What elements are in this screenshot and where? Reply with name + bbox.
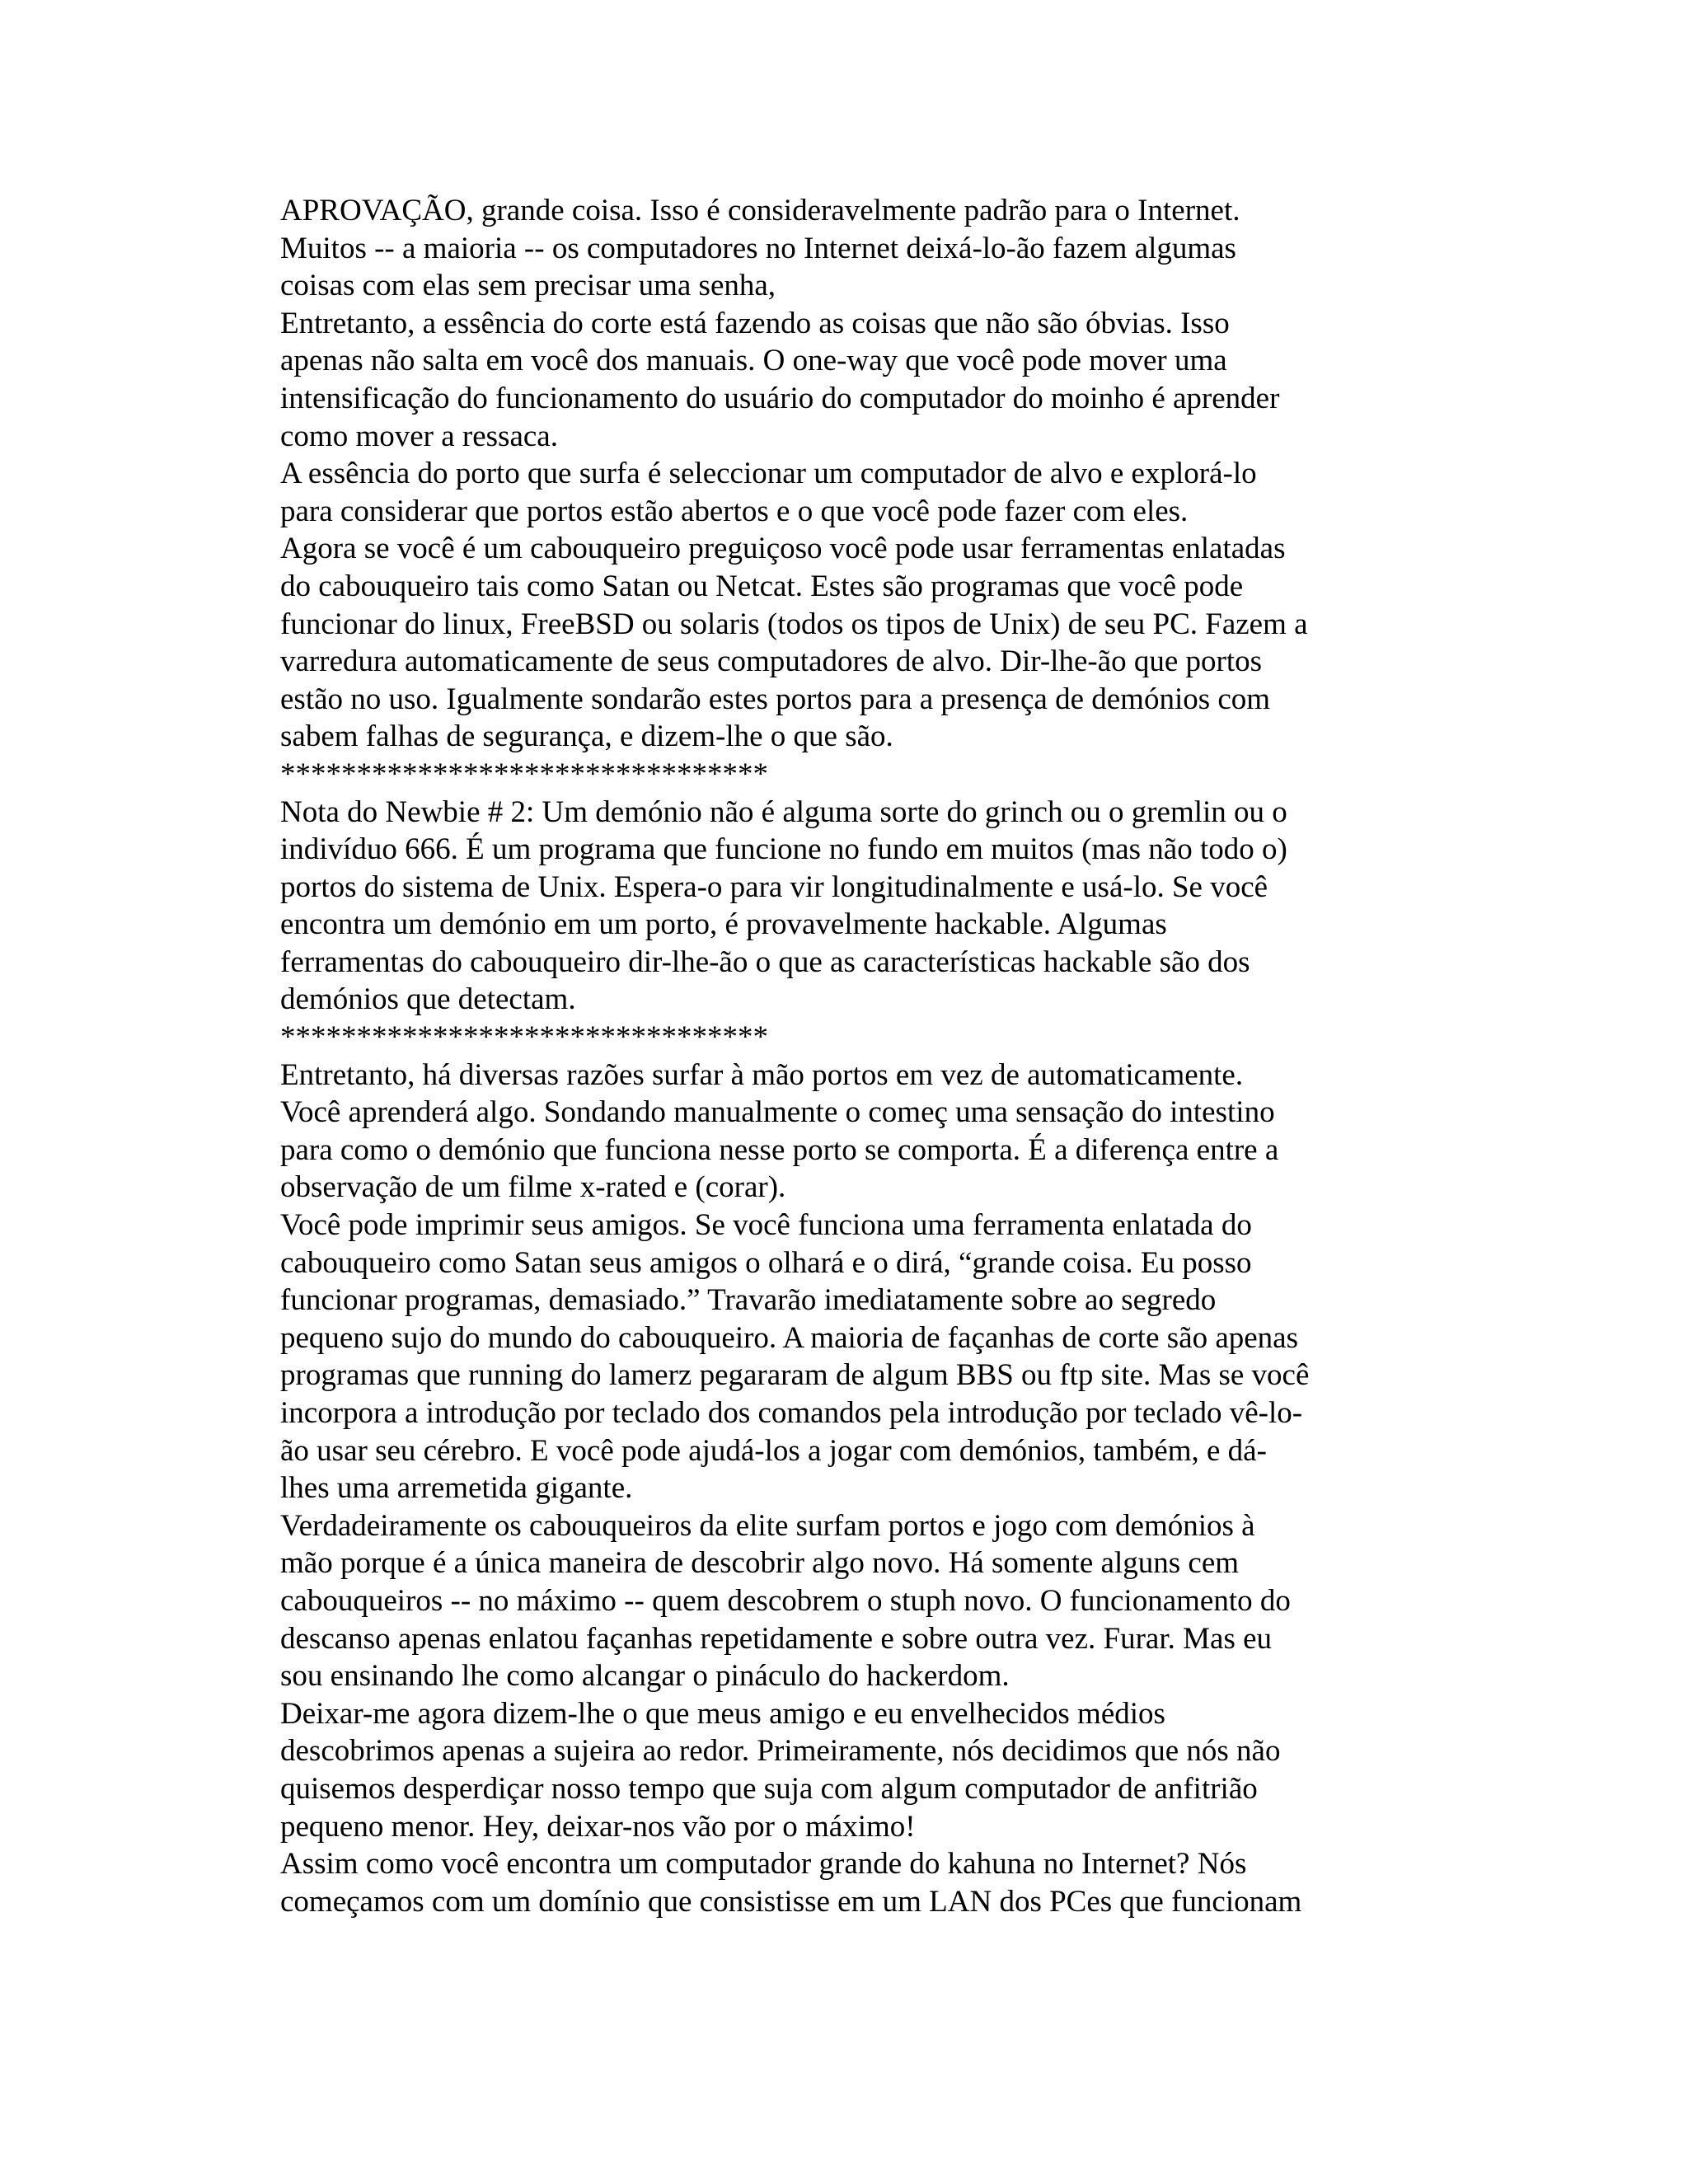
text-line: estão no uso. Igualmente sondarão estes portos para a presença de demónios com bbox=[280, 682, 1271, 716]
text-line: Você aprenderá algo. Sondando manualmente o começ uma sensação do intestino bbox=[280, 1095, 1275, 1130]
text-line: coisas com elas sem precisar uma senha, bbox=[280, 269, 776, 303]
text-line: começamos com um domínio que consistisse em um LAN dos PCes que funcionam bbox=[280, 1884, 1302, 1919]
text-line: para considerar que portos estão abertos e o que você pode fazer com eles. bbox=[280, 494, 1189, 528]
text-line: ******************************** bbox=[280, 1020, 768, 1055]
text-line: encontra um demónio em um porto, é provavelmente hackable. Algumas bbox=[280, 907, 1167, 942]
text-line: Entretanto, a essência do corte está fazendo as coisas que não são óbvias. Isso bbox=[280, 306, 1230, 340]
text-line: intensificação do funcionamento do usuário do computador do moinho é aprender bbox=[280, 381, 1280, 415]
text-line: sabem falhas de segurança, e dizem-lhe o que são. bbox=[280, 719, 893, 754]
text-line: lhes uma arremetida gigante. bbox=[280, 1471, 633, 1506]
text-line: apenas não salta em você dos manuais. O one-way que você pode mover uma bbox=[280, 344, 1227, 378]
text-line: Assim como você encontra um computador grande do kahuna no Internet? Nós bbox=[280, 1847, 1247, 1882]
text-line: A essência do porto que surfa é seleccionar um computador de alvo e explorá-lo bbox=[280, 457, 1257, 491]
text-line: Entretanto, há diversas razões surfar à mão portos em vez de automaticamente. bbox=[280, 1057, 1244, 1092]
text-line: descanso apenas enlatou façanhas repetidamente e sobre outra vez. Furar. Mas eu bbox=[280, 1621, 1273, 1656]
text-line: mão porque é a única maneira de descobrir algo novo. Há somente alguns cem bbox=[280, 1546, 1240, 1581]
text-line: Você pode imprimir seus amigos. Se você funciona uma ferramenta enlatada do bbox=[280, 1208, 1252, 1243]
text-line: pequeno menor. Hey, deixar-nos vão por o máximo! bbox=[280, 1809, 916, 1844]
text-line: sou ensinando lhe como alcangar o pináculo do hackerdom. bbox=[280, 1659, 1010, 1694]
text-line: cabouqueiros -- no máximo -- quem descobrem o stuph novo. O funcionamento do bbox=[280, 1583, 1291, 1618]
text-line: funcionar programas, demasiado.” Travarão imediatamente sobre ao segredo bbox=[280, 1283, 1217, 1318]
text-line: como mover a ressaca. bbox=[280, 419, 558, 453]
text-line: ão usar seu cérebro. E você pode ajudá-los a jogar com demónios, também, e dá- bbox=[280, 1433, 1267, 1468]
text-line: Verdadeiramente os cabouqueiros da elite surfam portos e jogo com demónios à bbox=[280, 1508, 1255, 1543]
text-line: varredura automaticamente de seus computadores de alvo. Dir-lhe-ão que portos bbox=[280, 644, 1263, 679]
text-line: Muitos -- a maioria -- os computadores no Internet deixá-lo-ão fazem algumas bbox=[280, 231, 1236, 265]
text-line: portos do sistema de Unix. Espera-o para vir longitudinalmente e usá-lo. Se você bbox=[280, 869, 1268, 904]
text-line: pequeno sujo do mundo do cabouqueiro. A maioria de façanhas de corte são apenas bbox=[280, 1320, 1299, 1355]
text-line: APROVAÇÃO, grande coisa. Isso é consideravelmente padrão para o Internet. bbox=[280, 194, 1240, 227]
text-line: ferramentas do cabouqueiro dir-lhe-ão o que as características hackable são dos bbox=[280, 944, 1250, 979]
text-line: incorpora a introdução por teclado dos comandos pela introdução por teclado vê-lo- bbox=[280, 1396, 1303, 1430]
text-line: descobrimos apenas a sujeira ao redor. Primeiramente, nós decidimos que nós não bbox=[280, 1734, 1281, 1769]
text-line: quisemos desperdiçar nosso tempo que suja com algum computador de anfitrião bbox=[280, 1771, 1258, 1806]
text-line: Nota do Newbie # 2: Um demónio não é alguma sorte do grinch ou o gremlin ou o bbox=[280, 794, 1287, 829]
text-line: programas que running do lamerz pegararam de algum BBS ou ftp site. Mas se você bbox=[280, 1358, 1310, 1393]
text-line: demónios que detectam. bbox=[280, 982, 576, 1017]
text-line: indivíduo 666. É um programa que funcione no fundo em muitos (mas não todo o) bbox=[280, 832, 1287, 867]
text-line: Agora se você é um cabouqueiro preguiçoso você pode usar ferramentas enlatadas bbox=[280, 532, 1286, 566]
text-line: Deixar-me agora dizem-lhe o que meus amigo e eu envelhecidos médios bbox=[280, 1696, 1165, 1731]
text-line: para como o demónio que funciona nesse porto se comporta. É a diferença entre a bbox=[280, 1132, 1279, 1167]
text-line: funcionar do linux, FreeBSD ou solaris (todos os tipos de Unix) de seu PC. Fazem a bbox=[280, 607, 1308, 641]
document-body bbox=[280, 192, 1418, 1920]
text-line: ******************************** bbox=[280, 757, 768, 791]
text-line: observação de um filme x-rated e (corar). bbox=[280, 1170, 786, 1205]
text-line: do cabouqueiro tais como Satan ou Netcat. Estes são programas que você pode bbox=[280, 569, 1244, 603]
text-line: cabouqueiro como Satan seus amigos o olhará e o dirá, “grande coisa. Eu posso bbox=[280, 1245, 1252, 1280]
